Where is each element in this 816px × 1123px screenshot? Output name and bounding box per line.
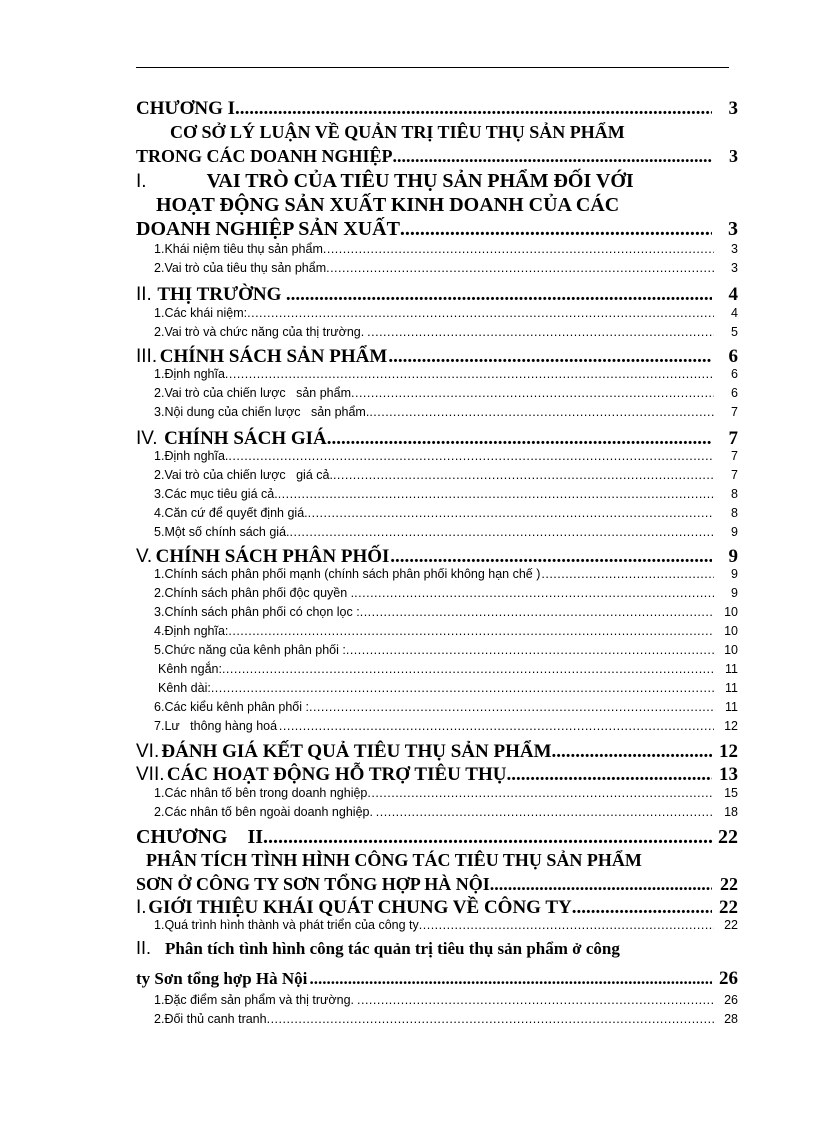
toc-num: 5. — [154, 525, 165, 539]
toc-leader — [332, 428, 713, 450]
toc-chapter-1[interactable] — [136, 98, 738, 120]
toc-page: 9 — [728, 546, 738, 567]
toc-leader — [360, 605, 714, 619]
toc-item[interactable] — [136, 786, 738, 800]
toc-num: 2. — [154, 386, 165, 400]
toc-leader — [490, 874, 712, 895]
toc-leader — [222, 662, 714, 676]
toc-page: 22 — [718, 826, 738, 848]
toc-chapter-2-section-1[interactable] — [136, 897, 738, 919]
toc-label: Vai trò của tiêu thụ sản phẩm — [164, 261, 327, 275]
toc-label: Đặc điểm sản phẩm và thị trường. — [164, 993, 355, 1007]
toc-page: 10 — [724, 605, 738, 619]
toc-label: Các khái niệm: — [164, 306, 248, 320]
toc-label: Kênh dài: — [158, 681, 211, 695]
toc-section-1-line3[interactable] — [136, 218, 738, 241]
toc-num: 1. — [154, 993, 165, 1007]
toc-item[interactable] — [136, 386, 738, 400]
toc-num: 1. — [154, 306, 165, 320]
toc-roman: I. — [136, 897, 147, 918]
toc-num: 1. — [154, 918, 165, 932]
toc-page: 11 — [725, 681, 738, 695]
toc-page: 9 — [731, 525, 738, 539]
toc-num: 3. — [154, 605, 165, 619]
toc-leader — [286, 284, 712, 306]
toc-roman: VII. — [136, 764, 165, 785]
toc-item[interactable] — [136, 306, 738, 320]
toc-page: 9 — [731, 586, 738, 600]
toc-label: Chức năng của kênh phân phối : — [164, 643, 346, 657]
toc-page: 12 — [724, 719, 738, 733]
toc-page: 4 — [728, 284, 738, 305]
toc-leader — [247, 306, 714, 320]
toc-label: Định nghĩa. — [164, 449, 229, 463]
toc-page: 6 — [731, 367, 738, 381]
toc-label: Các nhân tố bên ngoài doanh nghiệp. — [164, 805, 373, 819]
toc-item[interactable] — [136, 367, 738, 381]
toc-num: 2. — [154, 805, 165, 819]
toc-num: 2. — [154, 586, 165, 600]
toc-item[interactable] — [136, 449, 738, 463]
toc-chapter-2-section-2-line2[interactable] — [136, 968, 738, 990]
toc-page: 11 — [725, 662, 738, 676]
toc-label: Vai trò của chiến lược giá cả. — [164, 468, 333, 482]
toc-page: 28 — [724, 1012, 738, 1026]
toc-leader — [278, 487, 714, 501]
toc-page: 15 — [724, 786, 738, 800]
toc-item[interactable] — [136, 805, 738, 819]
toc-page: 22 — [719, 897, 738, 918]
toc-label: TRONG CÁC DOANH NGHIỆP — [136, 146, 393, 166]
toc-label: Khái niệm tiêu thụ sản phẩm — [164, 242, 323, 256]
toc-item[interactable] — [136, 605, 738, 619]
toc-page: 5 — [731, 325, 738, 339]
toc-leader — [228, 624, 714, 638]
toc-label: Chính sách phân phối có chọn lọc : — [164, 605, 360, 619]
toc-page: 3 — [728, 218, 738, 240]
toc-leader — [228, 449, 714, 463]
toc-label: ty Sơn tổng hợp Hà Nội — [136, 969, 308, 988]
toc-page: 22 — [724, 918, 738, 932]
toc-page: 4 — [731, 306, 738, 320]
toc-roman: I. — [136, 171, 147, 192]
toc-item[interactable] — [136, 1012, 738, 1026]
toc-label: Chính sách phân phối độc quyền . — [164, 586, 355, 600]
toc-leader — [354, 586, 714, 600]
toc-chapter-2-section-2-line1 — [136, 938, 620, 959]
toc-item[interactable] — [136, 242, 738, 256]
toc-num: 5. — [154, 643, 165, 657]
toc-num: 2. — [154, 1012, 165, 1026]
toc-label: SƠN Ở CÔNG TY SƠN TỔNG HỢP HÀ NỘI — [136, 874, 490, 894]
toc-label: Vai trò của chiến lược sản phẩm — [164, 386, 351, 400]
toc-item[interactable] — [136, 719, 738, 733]
toc-num: 3. — [154, 487, 165, 501]
toc-chapter-2-title-b[interactable] — [136, 874, 738, 895]
toc-page: 26 — [724, 993, 738, 1007]
toc-roman: II. — [136, 938, 152, 958]
toc-label: CHÍNH SÁCH GIÁ. — [164, 428, 332, 449]
toc-chapter-1-title-b[interactable] — [136, 146, 738, 167]
toc-leader — [310, 969, 712, 989]
toc-page: 3 — [728, 98, 738, 119]
toc-label: CHÍNH SÁCH SẢN PHẨM — [159, 346, 388, 367]
toc-item[interactable] — [136, 506, 738, 520]
toc-item[interactable] — [136, 681, 738, 695]
toc-label: Lư thông hàng hoá — [164, 719, 278, 733]
toc-page: 3 — [731, 242, 738, 256]
toc-num: 1. — [154, 242, 165, 256]
toc-num: 7. — [154, 719, 165, 733]
toc-num: 4. — [154, 506, 165, 520]
toc-item[interactable] — [136, 624, 738, 638]
toc-leader — [511, 764, 712, 786]
toc-label: GIỚI THIỆU KHÁI QUÁT CHUNG VỀ CÔNG TY — [148, 897, 572, 918]
toc-page: 13 — [719, 764, 738, 785]
toc-label: Phân tích tình hình công tác quản trị tiêu thụ sản phẩm ở công — [165, 939, 620, 958]
toc-leader — [326, 261, 714, 275]
toc-label: Một số chính sách giá. — [164, 525, 290, 539]
toc-page: 10 — [724, 624, 738, 638]
toc-roman: III. — [136, 346, 158, 367]
toc-label: Quá trình hình thành và phát triển của công ty — [164, 918, 419, 932]
toc-label: Căn cứ để quyết định giá. — [164, 506, 308, 520]
toc-label: Định nghĩa — [164, 367, 225, 381]
toc-page: 7 — [728, 428, 738, 449]
toc-leader — [541, 567, 714, 581]
toc-leader — [369, 405, 714, 419]
toc-item[interactable] — [136, 405, 738, 419]
toc-leader — [367, 325, 714, 339]
toc-roman: II. — [136, 284, 152, 305]
toc-item[interactable] — [136, 700, 738, 714]
toc-page: 8 — [731, 487, 738, 501]
toc-leader — [323, 242, 714, 256]
toc-leader — [393, 146, 712, 167]
toc-num: 2. — [154, 468, 165, 482]
toc-label: Các nhân tố bên trong doanh nghiệp — [164, 786, 368, 800]
toc-item[interactable] — [136, 567, 738, 581]
toc-label: VAI TRÒ CỦA TIÊU THỤ SẢN PHẨM ĐỐI VỚI — [206, 170, 634, 192]
toc-page: 7 — [731, 468, 738, 482]
toc-page: 6 — [728, 346, 739, 367]
toc-leader — [367, 786, 714, 800]
toc-num: 3. — [154, 405, 165, 419]
toc-leader — [376, 805, 714, 819]
toc-page: 8 — [731, 506, 738, 520]
toc-leader — [279, 719, 714, 733]
toc-section-2[interactable] — [136, 284, 738, 306]
toc-page: 7 — [731, 449, 738, 463]
toc-num: 6. — [154, 700, 165, 714]
toc-item[interactable] — [136, 643, 738, 657]
toc-leader — [346, 643, 714, 657]
toc-item[interactable] — [136, 525, 738, 539]
toc-section-1-line1 — [136, 170, 634, 193]
toc-page: 12 — [719, 741, 738, 762]
toc-leader — [351, 386, 714, 400]
toc-leader — [267, 1012, 714, 1026]
toc-page: 3 — [731, 261, 738, 275]
toc-leader — [235, 98, 712, 120]
toc-item[interactable] — [136, 468, 738, 482]
toc-leader — [419, 918, 714, 932]
toc-label: Các mục tiêu giá cả. — [164, 487, 278, 501]
toc-label: Chính sách phân phối mạnh (chính sách phân phối không hạn chế ) — [164, 567, 541, 581]
toc-leader — [556, 741, 712, 763]
toc-label: CÁC HOẠT ĐỘNG HỖ TRỢ TIÊU THỤ. — [166, 764, 512, 785]
toc-leader — [263, 826, 712, 849]
toc-chapter-2-title: PHÂN TÍCH TÌNH HÌNH CÔNG TÁC TIÊU THỤ SẢN PHẨM — [146, 850, 642, 870]
toc-label: Nội dung của chiến lược sản phẩm. — [164, 405, 370, 419]
header-rule — [136, 67, 729, 68]
toc-label: Kênh ngắn: — [158, 662, 222, 676]
toc-label: Định nghĩa: — [164, 624, 229, 638]
toc-page: 7 — [731, 405, 738, 419]
toc-page: 6 — [731, 386, 738, 400]
toc-leader — [333, 468, 714, 482]
toc-section-1-line2: HOẠT ĐỘNG SẢN XUẤT KINH DOANH CỦA CÁC — [156, 194, 620, 216]
toc-label: THỊ TRƯỜNG — [157, 284, 282, 305]
toc-section-6[interactable] — [136, 741, 738, 763]
toc-label: Đối thủ canh tranh — [164, 1012, 267, 1026]
toc-leader — [572, 897, 712, 919]
toc-leader — [390, 546, 712, 568]
toc-item[interactable] — [136, 487, 738, 501]
toc-item[interactable] — [136, 325, 738, 339]
toc-item[interactable] — [136, 993, 738, 1007]
toc-section-5[interactable] — [136, 546, 738, 568]
toc-leader — [290, 525, 714, 539]
toc-label: CHƯƠNG I — [136, 98, 236, 119]
toc-label: Các kiểu kênh phân phối : — [164, 700, 309, 714]
toc-page: 10 — [724, 643, 738, 657]
toc-leader — [388, 346, 712, 368]
toc-item[interactable] — [136, 662, 738, 676]
toc-page: 22 — [720, 874, 738, 894]
toc-leader — [309, 700, 714, 714]
toc-num: 1. — [154, 567, 165, 581]
toc-leader — [400, 218, 712, 241]
toc-section-7[interactable] — [136, 764, 738, 786]
toc-num: 1. — [154, 367, 165, 381]
toc-num: 2. — [154, 261, 165, 275]
toc-leader — [308, 506, 714, 520]
toc-chapter-2[interactable] — [136, 826, 738, 849]
toc-item[interactable] — [136, 586, 738, 600]
toc-page: 26 — [719, 968, 738, 989]
toc-page: 9 — [731, 567, 738, 581]
toc-item[interactable] — [136, 918, 738, 932]
toc-chapter-1-title: CƠ SỞ LÝ LUẬN VỀ QUẢN TRỊ TIÊU THỤ SẢN PHẨM — [170, 122, 625, 142]
toc-section-3[interactable] — [136, 346, 738, 368]
toc-item[interactable] — [136, 261, 738, 275]
toc-roman: VI. — [136, 741, 160, 762]
toc-leader — [357, 993, 714, 1007]
toc-label: Vai trò và chức năng của thị trường. — [164, 325, 365, 339]
toc-label: DOANH NGHIỆP SẢN XUẤT — [136, 218, 400, 240]
toc-leader — [225, 367, 714, 381]
toc-section-4[interactable] — [136, 428, 738, 450]
toc-num: 4. — [154, 624, 165, 638]
toc-num: 1. — [154, 449, 165, 463]
toc-leader — [211, 681, 714, 695]
toc-label: CHƯƠNG II — [136, 826, 264, 848]
toc-roman: IV. — [136, 428, 158, 449]
toc-label: ĐÁNH GIÁ KẾT QUẢ TIÊU THỤ SẢN PHẨM. — [161, 741, 557, 762]
toc-page: 11 — [725, 700, 738, 714]
toc-num: 1. — [154, 786, 165, 800]
toc-page: 3 — [729, 146, 738, 166]
toc-num: 2. — [154, 325, 165, 339]
toc-roman: V. — [136, 546, 153, 567]
toc-page: 18 — [724, 805, 738, 819]
toc-label: CHÍNH SÁCH PHÂN PHỐI — [155, 546, 390, 567]
